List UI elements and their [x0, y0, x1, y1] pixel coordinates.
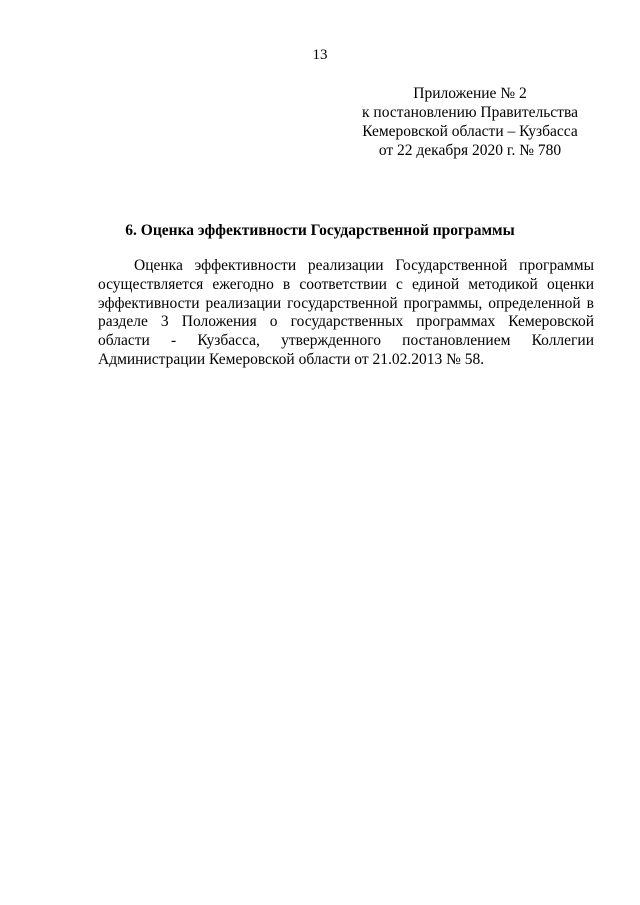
appendix-resolution-ref: к постановлению Правительства — [362, 104, 578, 121]
appendix-number: Приложение № 2 — [413, 85, 527, 102]
appendix-header — [340, 84, 600, 160]
paragraph-line: осуществляется ежегодно в соответствии с единой методикой оценки — [98, 275, 594, 293]
body-paragraph — [98, 257, 594, 370]
paragraph-line: Администрации Кемеровской области от 21.02.2013 № 58. — [98, 350, 485, 368]
appendix-date: от 22 декабря 2020 г. № 780 — [378, 142, 562, 159]
paragraph-line: области - Кузбасса, утвержденного постановлением Коллегии — [98, 332, 594, 350]
appendix-region: Кемеровской области – Кузбасса — [362, 123, 578, 140]
page-number: 13 — [312, 47, 328, 63]
section-title: 6. Оценка эффективности Государственной программы — [125, 222, 515, 239]
paragraph-line: Оценка эффективности реализации Государственной программы — [134, 257, 594, 274]
paragraph-line: разделе 3 Положения о государственных программах Кемеровской — [98, 313, 594, 331]
paragraph-line: эффективности реализации государственной программы, определенной в — [98, 294, 594, 312]
